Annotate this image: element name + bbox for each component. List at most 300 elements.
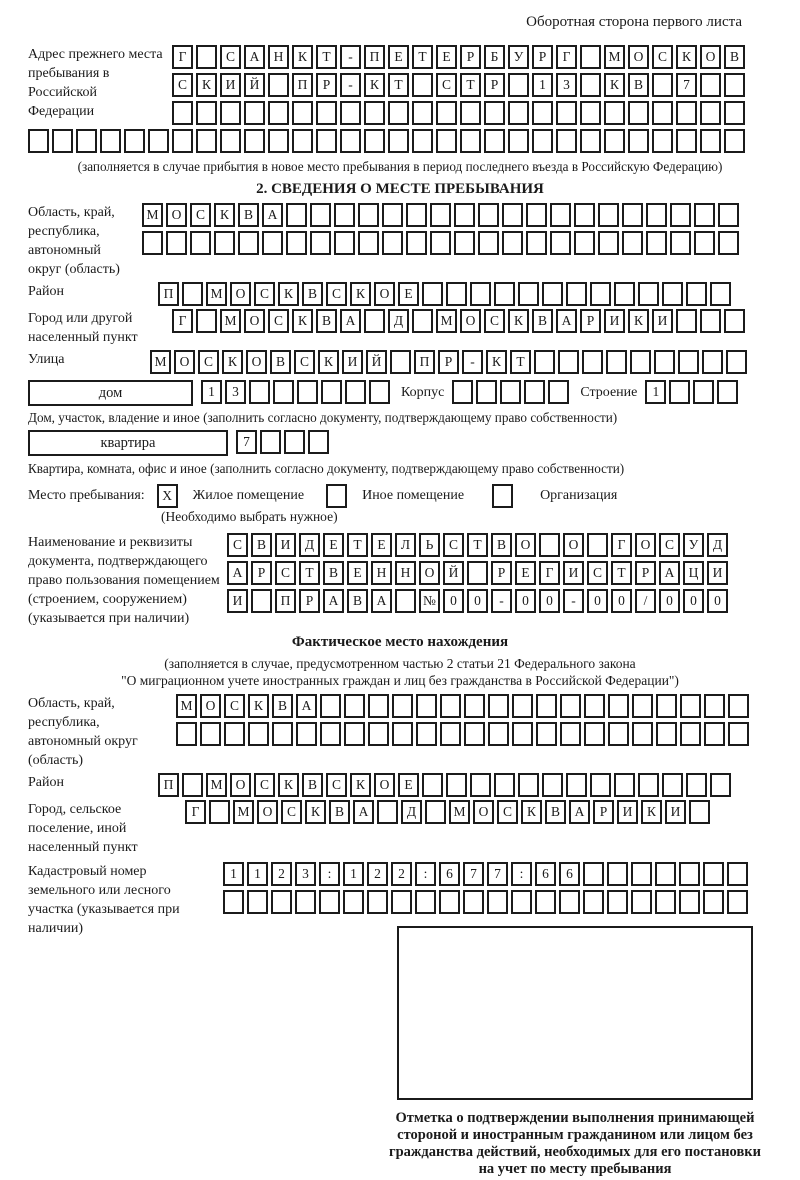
char-box [416,722,437,746]
char-box: В [272,694,293,718]
char-box: Д [707,533,728,557]
char-box [607,890,628,914]
char-box: В [491,533,512,557]
char-box: В [270,350,291,374]
char-box: - [462,350,483,374]
char-box [388,129,409,153]
actual-location-caption-1: (заполняется в случае, предусмотренном частью 2 статьи 21 Федерального закона [164,656,636,671]
char-box: 2 [271,862,292,886]
char-box: С [281,800,302,824]
char-box [358,231,379,255]
char-box: Р [580,309,601,333]
char-box [655,890,676,914]
char-box [558,350,579,374]
char-box [670,231,691,255]
char-box: 0 [683,589,704,613]
char-box: - [491,589,512,613]
char-box: Т [388,73,409,97]
char-box [271,890,292,914]
char-box [556,129,577,153]
char-box: 3 [295,862,316,886]
stay-type-checkbox-other [326,484,347,508]
char-box [676,129,697,153]
char-box [214,231,235,255]
char-box: М [220,309,241,333]
char-box [295,890,316,914]
char-box [196,45,217,69]
char-box: Г [556,45,577,69]
char-box: К [508,309,529,333]
char-box [368,694,389,718]
char-box [470,773,491,797]
char-box [590,282,611,306]
char-box [508,129,529,153]
char-box: О [563,533,584,557]
char-box [566,773,587,797]
char-box: Г [185,800,206,824]
char-box [316,129,337,153]
actual-district-block [28,773,772,797]
actual-region-block [28,694,772,770]
char-box: 0 [707,589,728,613]
char-box [679,862,700,886]
char-box [262,231,283,255]
document-label: Наименование и реквизиты документа, подтверждающего право пользования помещением (строением, сооружением) (указывается при наличии) [28,535,220,626]
char-box [694,231,715,255]
stay-type-option-residential: Жилое помещение [192,488,305,503]
char-box [76,129,97,153]
char-box [646,231,667,255]
char-box: А [340,309,361,333]
char-box: Д [299,533,320,557]
actual-region-label: Область, край, республика, автономный округ (область) [28,696,138,768]
stroenie-cells [645,380,741,404]
char-box [604,101,625,125]
char-box: Г [172,45,193,69]
stay-type-label: Место пребывания: [28,488,145,503]
korpus-label: Корпус [401,385,445,400]
char-box [680,722,701,746]
char-box [172,101,193,125]
char-box [534,350,555,374]
char-box: Т [460,73,481,97]
char-box [518,282,539,306]
char-box: 0 [611,589,632,613]
char-box [310,231,331,255]
char-box [502,203,523,227]
stay-type-option-other: Иное помещение [362,488,465,503]
char-box [512,722,533,746]
cadastral-row-2 [223,890,770,914]
char-box [390,350,411,374]
char-box [100,129,121,153]
prev-address-block [28,45,772,125]
document-row-2 [227,561,731,585]
char-box: В [302,282,323,306]
char-box: 6 [535,862,556,886]
apartment-caption: Квартира, комната, офис и иное (заполнить согласно документу, подтверждающему право собственности) [28,461,625,476]
char-box: / [635,589,656,613]
char-box [524,380,545,404]
char-box: К [486,350,507,374]
char-box: О [460,309,481,333]
char-box [478,203,499,227]
house-widebox: дом [28,380,193,406]
char-box [223,890,244,914]
char-box [550,203,571,227]
char-box: 3 [225,380,246,404]
char-box [727,890,748,914]
prev-address-rows [172,45,748,125]
char-box: В [347,589,368,613]
char-box: В [302,773,323,797]
char-box [630,350,651,374]
char-box [286,231,307,255]
char-box: П [292,73,313,97]
char-box [500,380,521,404]
char-box [284,430,305,454]
section2-title: 2. СВЕДЕНИЯ О МЕСТЕ ПРЕБЫВАНИЯ [256,181,544,197]
char-box [631,890,652,914]
document-row-3 [227,589,731,613]
char-box [622,203,643,227]
char-box: О [473,800,494,824]
char-box: 7 [463,862,484,886]
char-box [669,380,690,404]
char-box: В [316,309,337,333]
char-box [590,773,611,797]
char-box: П [364,45,385,69]
char-box [662,773,683,797]
char-box [704,694,725,718]
char-box [364,309,385,333]
char-box [388,101,409,125]
char-box: К [628,309,649,333]
char-box: С [484,309,505,333]
char-box [559,890,580,914]
char-box [268,129,289,153]
apartment-widebox: квартира [28,430,228,456]
char-box [582,350,603,374]
char-box [702,350,723,374]
char-box [508,73,529,97]
char-box [454,231,475,255]
char-box [392,694,413,718]
char-box: Е [398,773,419,797]
char-box: С [172,73,193,97]
char-box [260,430,281,454]
char-box: П [414,350,435,374]
char-box: И [563,561,584,585]
char-box [535,890,556,914]
char-box [614,282,635,306]
char-box: Й [443,561,464,585]
char-box: О [174,350,195,374]
char-box: 2 [391,862,412,886]
char-box: 6 [439,862,460,886]
char-box [308,430,329,454]
char-box [249,380,270,404]
char-box [724,129,745,153]
char-box [190,231,211,255]
char-box [632,722,653,746]
char-box: В [724,45,745,69]
char-box: Т [412,45,433,69]
char-box: С [294,350,315,374]
char-box [580,45,601,69]
char-box: О [374,773,395,797]
house-row [28,380,772,406]
char-box: Р [299,589,320,613]
char-box [598,231,619,255]
char-box: С [659,533,680,557]
char-box: С [198,350,219,374]
page-side-note: Оборотная сторона первого листа [526,14,742,30]
char-box [220,101,241,125]
section2-city-row [172,309,748,333]
char-box [196,129,217,153]
form-page [0,14,800,1178]
char-box: А [569,800,590,824]
char-box [272,722,293,746]
char-box [700,129,721,153]
char-box: К [278,282,299,306]
actual-city-label: Город, сельское поселение, иной населенный пункт [28,802,138,855]
char-box [608,694,629,718]
char-box [484,101,505,125]
char-box [166,231,187,255]
char-box [703,862,724,886]
char-box: К [292,309,313,333]
char-box: К [278,773,299,797]
char-box [467,561,488,585]
char-box: 7 [487,862,508,886]
char-box: И [604,309,625,333]
char-box [415,890,436,914]
char-box: У [508,45,529,69]
char-box [676,101,697,125]
char-box [460,101,481,125]
stay-type-option-organization: Организация [540,488,618,503]
char-box [622,231,643,255]
char-box: 1 [532,73,553,97]
char-box: Е [436,45,457,69]
char-box [703,890,724,914]
char-box: К [214,203,235,227]
char-box [476,380,497,404]
char-box: Р [438,350,459,374]
char-box [532,129,553,153]
char-box [148,129,169,153]
char-box: С [436,73,457,97]
section2-region-label: Область, край, республика, автономный округ (область) [28,205,120,277]
char-box: И [652,309,673,333]
char-box [652,129,673,153]
char-box [382,203,403,227]
char-box [670,203,691,227]
char-box: К [641,800,662,824]
char-box: Т [611,561,632,585]
char-box [655,862,676,886]
char-box [297,380,318,404]
char-box: 0 [659,589,680,613]
char-box [686,773,707,797]
char-box: Д [401,800,422,824]
char-box: С [254,773,275,797]
prev-address-row-4 [28,129,772,153]
actual-location-title: Фактическое место нахождения [291,634,509,650]
char-box [662,282,683,306]
char-box: Р [532,45,553,69]
section2-city-label: Город или другой населенный пункт [28,311,138,345]
char-box [320,694,341,718]
char-box: О [515,533,536,557]
char-box [724,73,745,97]
char-box: Т [467,533,488,557]
char-box [607,862,628,886]
char-box [656,694,677,718]
cadastral-block [28,862,772,1178]
char-box [391,890,412,914]
char-box: 0 [515,589,536,613]
char-box: В [251,533,272,557]
prev-address-row-3 [172,101,748,125]
char-box: М [176,694,197,718]
char-box: Т [299,561,320,585]
char-box: 2 [367,862,388,886]
section2-street-row [150,350,750,374]
char-box [583,890,604,914]
actual-city-row [185,800,713,824]
house-caption: Дом, участок, владение и иное (заполнить согласно документу, подтверждающему право собственности) [28,410,618,425]
char-box [560,694,581,718]
char-box [286,203,307,227]
char-box [412,101,433,125]
char-box: И [227,589,248,613]
char-box: Р [251,561,272,585]
char-box: Ь [419,533,440,557]
char-box [484,129,505,153]
char-box [487,890,508,914]
section2-city-block [28,309,772,347]
char-box [542,282,563,306]
char-box: И [220,73,241,97]
char-box [511,890,532,914]
char-box [464,722,485,746]
char-box: 1 [247,862,268,886]
char-box: О [419,561,440,585]
char-box: А [296,694,317,718]
char-box: К [676,45,697,69]
char-box: И [707,561,728,585]
char-box: К [318,350,339,374]
char-box [395,589,416,613]
char-box [518,773,539,797]
char-box: Е [347,561,368,585]
char-box: В [532,309,553,333]
char-box: Т [347,533,368,557]
char-box [584,722,605,746]
char-box [494,773,515,797]
actual-location-caption-2: "О миграционном учете иностранных граждан и лиц без гражданства в Российской Федерации") [121,673,679,688]
char-box [52,129,73,153]
actual-district-label: Район [28,775,64,790]
char-box [220,129,241,153]
char-box [340,101,361,125]
char-box [238,231,259,255]
char-box [364,129,385,153]
char-box: К [248,694,269,718]
char-box [539,533,560,557]
char-box [488,722,509,746]
char-box: М [142,203,163,227]
char-box [369,380,390,404]
char-box [536,694,557,718]
char-box: Г [611,533,632,557]
char-box [726,350,747,374]
section2-district-row [158,282,734,306]
char-box [717,380,738,404]
char-box [704,722,725,746]
char-box [392,722,413,746]
char-box: С [652,45,673,69]
char-box [196,309,217,333]
char-box [718,203,739,227]
char-box [316,101,337,125]
char-box: В [238,203,259,227]
char-box: П [275,589,296,613]
char-box: О [628,45,649,69]
char-box: У [683,533,704,557]
char-box [614,773,635,797]
char-box [430,231,451,255]
char-box [439,890,460,914]
char-box [334,203,355,227]
char-box [580,129,601,153]
char-box [694,203,715,227]
cadastral-label: Кадастровый номер земельного или лесного участка (указывается при наличии) [28,864,180,936]
char-box: Е [388,45,409,69]
char-box: М [206,282,227,306]
char-box: С [497,800,518,824]
char-box [124,129,145,153]
char-box [566,282,587,306]
char-box: Е [323,533,344,557]
char-box [344,722,365,746]
char-box [526,203,547,227]
char-box: И [617,800,638,824]
char-box [678,350,699,374]
section2-street-label: Улица [28,352,65,367]
char-box [542,773,563,797]
prev-address-label: Адрес прежнего места пребывания в Российской Федерации [28,47,163,119]
char-box [320,722,341,746]
char-box: К [350,773,371,797]
char-box: 0 [443,589,464,613]
char-box: : [415,862,436,886]
char-box [574,231,595,255]
char-box [296,722,317,746]
char-box [244,101,265,125]
char-box [700,101,721,125]
char-box: С [326,282,347,306]
char-box [494,282,515,306]
char-box [247,890,268,914]
char-box: Р [491,561,512,585]
char-box [244,129,265,153]
section2-region-row-1 [142,203,742,227]
char-box: Г [539,561,560,585]
